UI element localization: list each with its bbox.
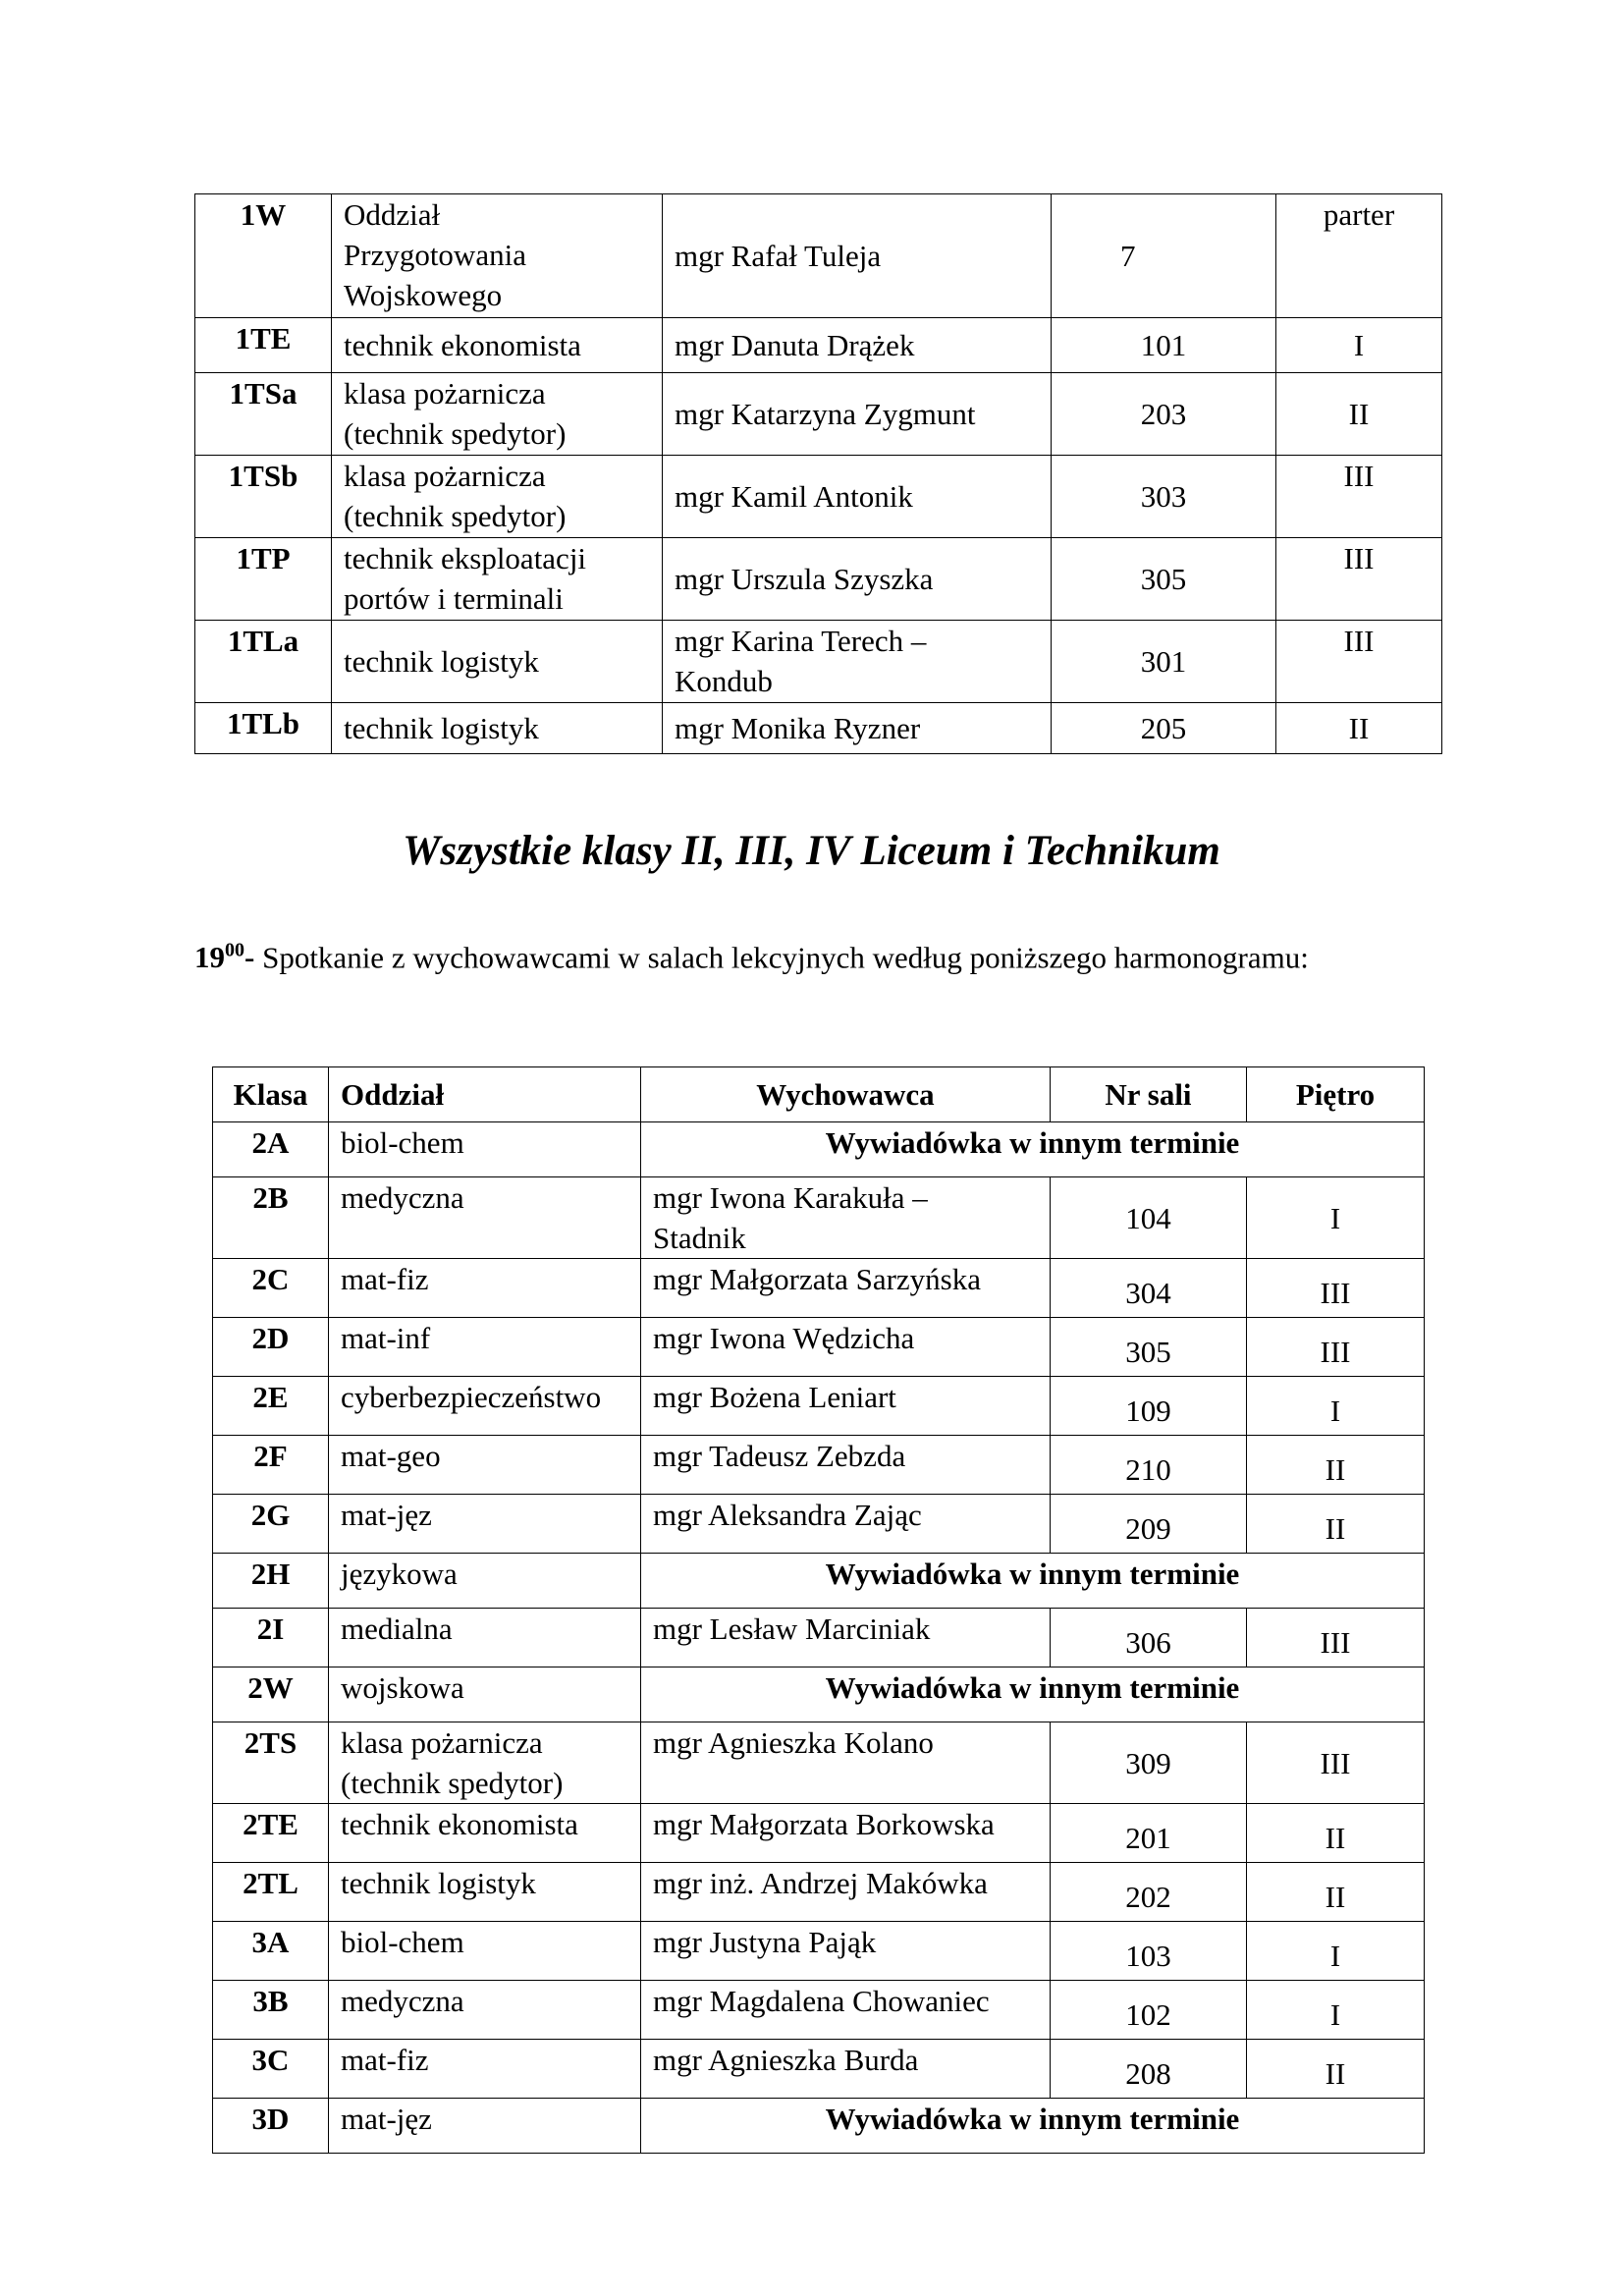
room-cell: 301 [1052, 621, 1276, 703]
room-cell: 205 [1052, 703, 1276, 754]
teacher-cell: mgr Agnieszka Kolano [641, 1722, 1051, 1804]
table-row [213, 1436, 1425, 1495]
teacher-cell: mgr Tadeusz Zebzda [641, 1436, 1051, 1495]
class-cell: 2TE [213, 1804, 329, 1863]
table-row [213, 1259, 1425, 1318]
meeting-time: $19^{00}-$ [194, 940, 255, 975]
teacher-cell: mgr Katarzyna Zygmunt [663, 373, 1052, 456]
department-cell: technik logistyk [332, 621, 663, 703]
department-cell: klasa pożarnicza (technik spedytor) [332, 373, 663, 456]
department-cell: klasa pożarnicza (technik spedytor) [329, 1722, 641, 1804]
department-cell: wojskowa [329, 1667, 641, 1722]
floor-cell: parter [1276, 194, 1442, 318]
table-row [213, 1922, 1425, 1981]
department-cell: mat-jęz [329, 1495, 641, 1554]
header-klasa: Klasa [213, 1067, 329, 1122]
teacher-cell: mgr Justyna Pająk [641, 1922, 1051, 1981]
table-row [213, 1667, 1425, 1722]
table-row [213, 1377, 1425, 1436]
header-nr-sali: Nr sali [1051, 1067, 1247, 1122]
teacher-cell: mgr inż. Andrzej Makówka [641, 1863, 1051, 1922]
teacher-cell: mgr Danuta Drążek [663, 318, 1052, 373]
room-cell: 210 [1051, 1436, 1247, 1495]
class-cell: 1TE [195, 318, 332, 373]
department-cell: biol-chem [329, 1922, 641, 1981]
floor-cell: I [1247, 1177, 1425, 1259]
other-date-note: Wywiadówka w innym terminie [641, 1667, 1425, 1722]
class-cell: 3D [213, 2099, 329, 2154]
teacher-cell: mgr Małgorzata Sarzyńska [641, 1259, 1051, 1318]
department-cell: medialna [329, 1609, 641, 1667]
table-row [213, 1318, 1425, 1377]
department-cell: klasa pożarnicza (technik spedytor) [332, 456, 663, 538]
meeting-intro [194, 931, 1309, 977]
table-row [213, 1177, 1425, 1259]
table-row [213, 1981, 1425, 2040]
room-cell: 208 [1051, 2040, 1247, 2099]
teacher-cell: mgr Monika Ryzner [663, 703, 1052, 754]
department-cell: technik logistyk [329, 1863, 641, 1922]
floor-cell: I [1247, 1922, 1425, 1981]
teacher-cell: mgr Iwona Karakuła – Stadnik [641, 1177, 1051, 1259]
class-cell: 1TSb [195, 456, 332, 538]
class-cell: 3A [213, 1922, 329, 1981]
department-cell: medyczna [329, 1981, 641, 2040]
room-cell: 201 [1051, 1804, 1247, 1863]
department-cell: mat-inf [329, 1318, 641, 1377]
teacher-cell: mgr Bożena Leniart [641, 1377, 1051, 1436]
department-cell: językowa [329, 1554, 641, 1609]
class-cell: 1TP [195, 538, 332, 621]
department-cell: mat-fiz [329, 2040, 641, 2099]
table-row [195, 194, 1442, 318]
floor-cell: I [1247, 1981, 1425, 2040]
department-cell: technik ekonomista [329, 1804, 641, 1863]
department-cell: technik ekonomista [332, 318, 663, 373]
class-cell: 2F [213, 1436, 329, 1495]
room-cell: 209 [1051, 1495, 1247, 1554]
floor-cell: I [1276, 318, 1442, 373]
class-cell: 3B [213, 1981, 329, 2040]
department-cell: technik logistyk [332, 703, 663, 754]
table-row [213, 2099, 1425, 2154]
floor-cell: II [1276, 373, 1442, 456]
table-row [195, 318, 1442, 373]
class-cell: 1TSa [195, 373, 332, 456]
room-cell: 306 [1051, 1609, 1247, 1667]
floor-cell: II [1247, 1436, 1425, 1495]
department-cell: mat-fiz [329, 1259, 641, 1318]
header-oddzial: Oddział [329, 1067, 641, 1122]
room-cell: 305 [1051, 1318, 1247, 1377]
teacher-cell: mgr Agnieszka Burda [641, 2040, 1051, 2099]
floor-cell: III [1247, 1259, 1425, 1318]
department-cell: Oddział Przygotowania Wojskowego [332, 194, 663, 318]
department-cell: cyberbezpieczeństwo [329, 1377, 641, 1436]
room-cell: 109 [1051, 1377, 1247, 1436]
floor-cell: III [1276, 456, 1442, 538]
department-cell: mat-jęz [329, 2099, 641, 2154]
class-cell: 1TLb [195, 703, 332, 754]
department-cell: medyczna [329, 1177, 641, 1259]
header-pietro: Piętro [1247, 1067, 1425, 1122]
room-cell: 101 [1052, 318, 1276, 373]
class-cell: 1TLa [195, 621, 332, 703]
class-cell: 2B [213, 1177, 329, 1259]
teacher-cell: mgr Aleksandra Zając [641, 1495, 1051, 1554]
department-cell: mat-geo [329, 1436, 641, 1495]
class-cell: 2D [213, 1318, 329, 1377]
class-cell: 2TS [213, 1722, 329, 1804]
department-cell: biol-chem [329, 1122, 641, 1177]
class-cell: 2H [213, 1554, 329, 1609]
table-row [213, 1863, 1425, 1922]
teacher-cell: mgr Iwona Wędzicha [641, 1318, 1051, 1377]
room-cell: 104 [1051, 1177, 1247, 1259]
teacher-cell: mgr Urszula Szyszka [663, 538, 1052, 621]
teacher-cell: mgr Małgorzata Borkowska [641, 1804, 1051, 1863]
first-year-table [194, 193, 1442, 754]
header-wychowawca: Wychowawca [641, 1067, 1051, 1122]
class-cell: 2E [213, 1377, 329, 1436]
room-cell: 202 [1051, 1863, 1247, 1922]
table-row [195, 703, 1442, 754]
class-cell: 3C [213, 2040, 329, 2099]
table-row [195, 373, 1442, 456]
teacher-cell: mgr Karina Terech – Kondub [663, 621, 1052, 703]
table-row [213, 1804, 1425, 1863]
table-row [195, 538, 1442, 621]
table-row [213, 1495, 1425, 1554]
other-date-note: Wywiadówka w innym terminie [641, 1122, 1425, 1177]
floor-cell: II [1247, 1804, 1425, 1863]
other-date-note: Wywiadówka w innym terminie [641, 1554, 1425, 1609]
room-cell: 309 [1051, 1722, 1247, 1804]
table-row [195, 621, 1442, 703]
other-date-note: Wywiadówka w innym terminie [641, 2099, 1425, 2154]
table-header-row [213, 1067, 1425, 1122]
section-heading: Wszystkie klasy II, III, IV Liceum i Technikum [403, 828, 1220, 874]
room-cell: 303 [1052, 456, 1276, 538]
room-cell: 7 [1052, 194, 1276, 318]
floor-cell: II [1247, 1495, 1425, 1554]
class-cell: 2G [213, 1495, 329, 1554]
class-cell: 2I [213, 1609, 329, 1667]
room-cell: 304 [1051, 1259, 1247, 1318]
floor-cell: III [1247, 1318, 1425, 1377]
room-cell: 203 [1052, 373, 1276, 456]
floor-cell: II [1276, 703, 1442, 754]
teacher-cell: mgr Rafał Tuleja [663, 194, 1052, 318]
table-row [213, 1122, 1425, 1177]
floor-cell: II [1247, 1863, 1425, 1922]
floor-cell: III [1247, 1722, 1425, 1804]
floor-cell: III [1276, 621, 1442, 703]
class-cell: 1W [195, 194, 332, 318]
table-row [213, 1722, 1425, 1804]
floor-cell: III [1247, 1609, 1425, 1667]
department-cell: technik eksploatacji portów i terminali [332, 538, 663, 621]
class-cell: 2W [213, 1667, 329, 1722]
floor-cell: II [1247, 2040, 1425, 2099]
table-row [213, 2040, 1425, 2099]
room-cell: 103 [1051, 1922, 1247, 1981]
floor-cell: III [1276, 538, 1442, 621]
table-row [213, 1554, 1425, 1609]
class-cell: 2TL [213, 1863, 329, 1922]
room-cell: 305 [1052, 538, 1276, 621]
schedule-table [212, 1066, 1425, 2154]
teacher-cell: mgr Kamil Antonik [663, 456, 1052, 538]
class-cell: 2C [213, 1259, 329, 1318]
floor-cell: I [1247, 1377, 1425, 1436]
teacher-cell: mgr Lesław Marciniak [641, 1609, 1051, 1667]
meeting-description: Spotkanie z wychowawcami w salach lekcyjnych według poniższego harmonogramu: [254, 940, 1309, 975]
table-row [213, 1609, 1425, 1667]
class-cell: 2A [213, 1122, 329, 1177]
room-cell: 102 [1051, 1981, 1247, 2040]
teacher-cell: mgr Magdalena Chowaniec [641, 1981, 1051, 2040]
table-row [195, 456, 1442, 538]
